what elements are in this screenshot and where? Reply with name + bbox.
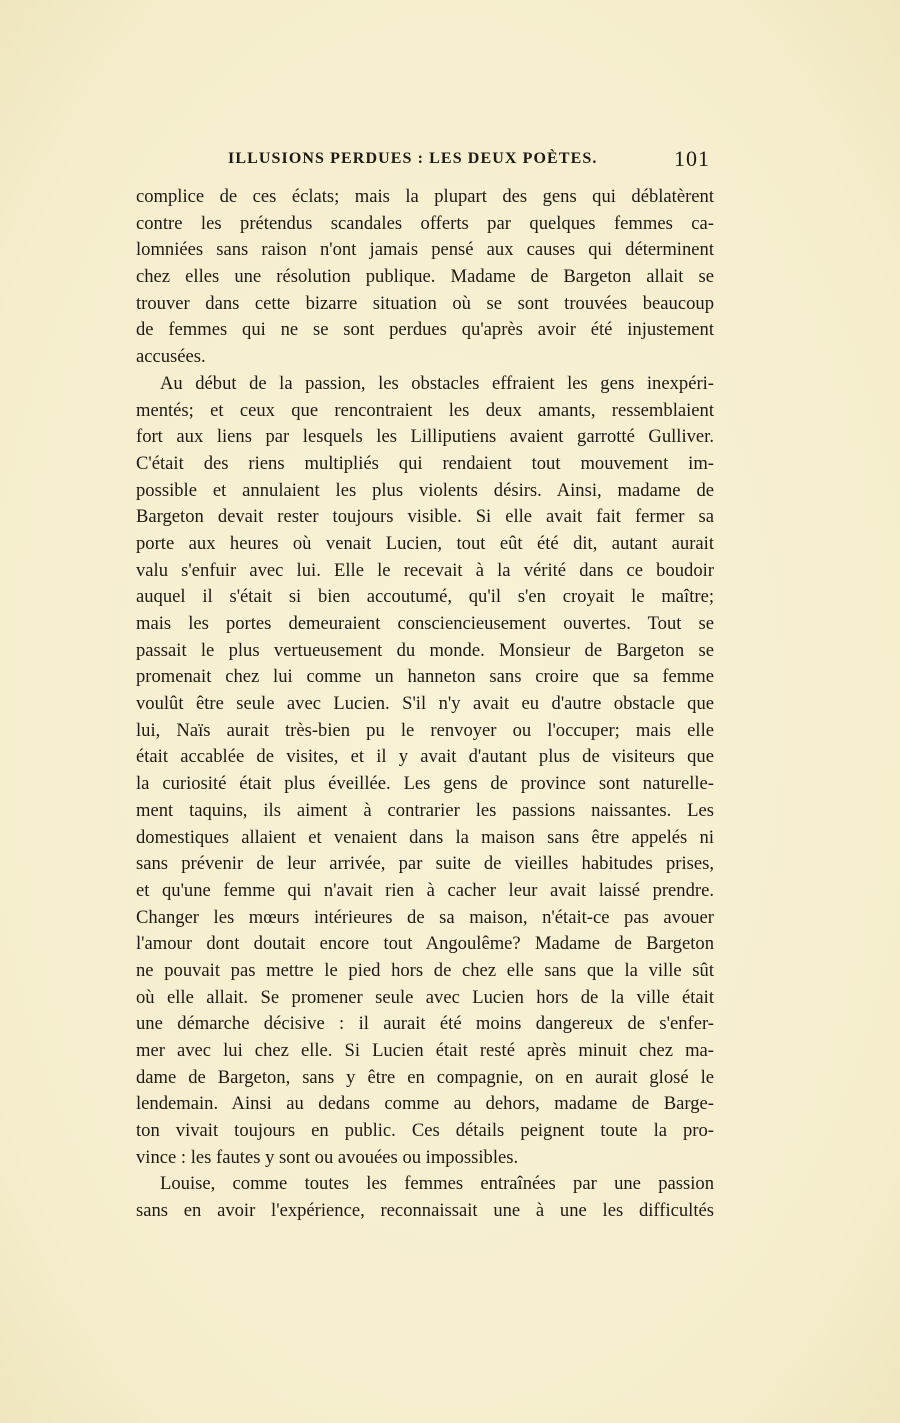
text-line: porte aux heures où venait Lucien, tout eût été dit, autant aurait <box>136 532 714 554</box>
text-line: valu s'enfuir avec lui. Elle le recevait à la vérité dans ce boudoir <box>136 559 714 581</box>
text-line: la curiosité était plus éveillée. Les gens de province sont naturelle- <box>136 773 714 795</box>
text-line: trouver dans cette bizarre situation où se sont trouvées beaucoup <box>136 292 714 314</box>
text-line: possible et annulaient les plus violents désirs. Ainsi, madame de <box>136 479 714 501</box>
text-line: de femmes qui ne se sont perdues qu'après avoir été injustement <box>136 319 714 341</box>
text-line: l'amour dont doutait encore tout Angoulême? Madame de Bargeton <box>136 933 714 955</box>
text-line: mer avec lui chez elle. Si Lucien était resté après minuit chez ma- <box>136 1040 714 1061</box>
text-line: mentés; et ceux que rencontraient les deux amants, ressemblaient <box>136 399 714 421</box>
text-line: C'était des riens multipliés qui rendaient tout mouvement im- <box>136 452 714 474</box>
text-line: voulût être seule avec Lucien. S'il n'y avait eu d'autre obstacle que <box>136 693 714 715</box>
text-line: lomniées sans raison n'ont jamais pensé aux causes qui déterminent <box>136 239 714 261</box>
text-line: complice de ces éclats; mais la plupart des gens qui déblatèrent <box>136 186 714 207</box>
text-line: accusées. <box>136 346 206 368</box>
text-line: Bargeton devait rester toujours visible. Si elle avait fait fermer sa <box>136 506 714 528</box>
text-line: Au début de la passion, les obstacles effraient les gens inexpéri- <box>160 372 714 394</box>
text-line: ne pouvait pas mettre le pied hors de chez elle sans que la ville sût <box>136 959 714 981</box>
text-line: dame de Bargeton, sans y être en compagnie, on en aurait glosé le <box>136 1066 714 1088</box>
page-number: 101 <box>674 146 710 171</box>
running-title: ILLUSIONS PERDUES : LES DEUX POÈTES. <box>228 150 598 167</box>
text-line: promenait chez lui comme un hanneton sans croire que sa femme <box>136 666 714 688</box>
text-line: passait le plus vertueusement du monde. Monsieur de Bargeton se <box>136 639 714 661</box>
text-line: une démarche décisive : il aurait été moins dangereux de s'enfer- <box>136 1013 714 1035</box>
text-line: sans en avoir l'expérience, reconnaissait une à une les difficultés <box>136 1200 714 1222</box>
text-line: lendemain. Ainsi au dedans comme au dehors, madame de Barge- <box>136 1093 714 1115</box>
page-header <box>136 148 714 176</box>
text-line: était accablée de visites, et il y avait d'autant plus de visiteurs que <box>136 746 714 768</box>
text-line: vince : les fautes y sont ou avouées ou impossibles. <box>136 1146 519 1168</box>
text-line: Changer les mœurs intérieures de sa maison, n'était-ce pas avouer <box>136 906 714 928</box>
body-text <box>136 184 714 1225</box>
text-line: chez elles une résolution publique. Madame de Bargeton allait se <box>136 266 714 288</box>
text-line: ment taquins, ils aiment à contrarier les passions naissantes. Les <box>136 799 714 821</box>
text-line: et qu'une femme qui n'avait rien à cacher leur avait laissé prendre. <box>136 879 714 901</box>
text-line: auquel il s'était si bien accoutumé, qu'il s'en croyait le maître; <box>136 586 714 608</box>
text-line: ton vivait toujours en public. Ces détails peignent toute la pro- <box>136 1120 714 1142</box>
text-line: sans prévenir de leur arrivée, par suite de vieilles habitudes prises, <box>136 853 714 875</box>
text-line: où elle allait. Se promener seule avec Lucien hors de la ville était <box>136 986 714 1008</box>
text-line: fort aux liens par lesquels les Lilliputiens avaient garrotté Gulliver. <box>136 426 714 448</box>
text-line: Louise, comme toutes les femmes entraînées par une passion <box>160 1173 714 1195</box>
text-line: contre les prétendus scandales offerts par quelques femmes ca- <box>136 212 714 234</box>
text-line: domestiques allaient et venaient dans la maison sans être appelés ni <box>136 826 714 848</box>
text-line: mais les portes demeuraient consciencieusement ouvertes. Tout se <box>136 613 714 634</box>
text-line: lui, Naïs aurait très-bien pu le renvoyer ou l'occuper; mais elle <box>136 719 714 741</box>
